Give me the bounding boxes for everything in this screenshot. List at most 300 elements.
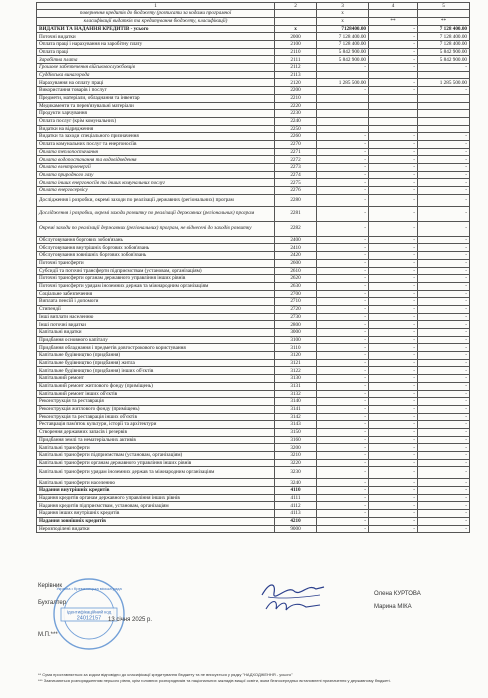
row-code: 2400 [275,236,317,244]
row-col4: - [369,187,418,195]
row-col5: - [418,267,470,275]
row-col4: - [369,64,418,72]
row-col5 [418,102,470,110]
row-plan: - [317,405,369,413]
row-col4: - [369,382,418,390]
row-col4: - [369,336,418,344]
table-row [37,71,470,79]
table-row [37,502,470,510]
table-row [37,275,470,283]
row-name: Створення державних запасів і резервів [37,428,275,436]
row-plan: - [317,467,369,479]
row-plan [317,102,369,110]
table-row [37,25,470,33]
row-col5: 7 128 400.00 [418,25,470,33]
row-code: 3100 [275,336,317,344]
row-name: Реконструкція та реставрація інших об'єктів [37,413,275,421]
row-col5: - [418,298,470,306]
row-name: Капітальні трансферти підприємствам (установам, організаціям) [37,452,275,460]
table-row [37,194,470,206]
row-name: Обслуговування зовнішніх боргових зобов'язань [37,252,275,260]
row-plan: - [317,164,369,172]
row-name: Інші виплати населенню [37,313,275,321]
row-col5: - [418,64,470,72]
head-name: Олена КУРТОВА [374,591,421,597]
row-col5: 5 842 900.00 [418,56,470,64]
row-plan: - [317,502,369,510]
row-col5 [418,94,470,102]
row-name: Грошове забезпечення військовослужбовців [37,64,275,72]
row-code: 3130 [275,375,317,383]
row-col4: - [369,252,418,260]
table-row [37,244,470,252]
row-col4: - [369,367,418,375]
row-col4: - [369,479,418,487]
signing-date: 13 січня 2025 р. [108,617,153,623]
row-code: 2110 [275,48,317,56]
header-col-4: 4 [369,3,418,10]
header-col-5: 5 [418,3,470,10]
row-plan: - [317,298,369,306]
table-row [37,375,470,383]
row-plan: - [317,290,369,298]
row-code: 2620 [275,275,317,283]
row-name: Капітальні трансферти [37,444,275,452]
row-plan: - [317,494,369,502]
row-code: 3131 [275,382,317,390]
row-code: 2280 [275,194,317,206]
row-col5: - [418,502,470,510]
table-row [37,382,470,390]
row-name: Соціальне забезпечення [37,290,275,298]
row-plan: - [317,252,369,260]
table-row [37,179,470,187]
row-plan: - [317,64,369,72]
row-code: 3120 [275,352,317,360]
row-col5: - [418,156,470,164]
table-row [37,125,470,133]
row-col4: - [369,487,418,495]
stamp-code: 24012157 [76,615,102,622]
row-plan: 7 128 400.00 [317,41,369,49]
row-plan: - [317,352,369,360]
row-plan: - [317,133,369,141]
row-code: 2720 [275,305,317,313]
row-name: Поточні трансферти органам державного управління інших рівнів [37,275,275,283]
row-code: 2275 [275,179,317,187]
row-name: Обслуговування боргових зобов'язань [37,236,275,244]
row-code: 2281 [275,206,317,221]
row-name: Нерозподілені видатки [37,525,275,533]
row-col5: - [418,487,470,495]
row-code: 2282 [275,221,317,236]
row-plan: - [317,517,369,525]
row-name: Субсидії та поточні трансферти підприємствам (установам, організаціям) [37,267,275,275]
table-row [37,221,470,236]
header-note-row-a [37,10,470,18]
table-row [37,79,470,87]
row-name: Видатки та заходи спеціального призначення [37,133,275,141]
row-col5: - [418,87,470,95]
row-col4: - [369,194,418,206]
row-plan: - [317,187,369,195]
row-plan: - [317,487,369,495]
row-name: Капітальні трансферти урядам іноземних держав та міжнародним організаціям [37,467,275,479]
table-row [37,56,470,64]
table-row [37,487,470,495]
row-plan: - [317,148,369,156]
row-plan: - [317,305,369,313]
row-code: 2710 [275,298,317,306]
row-code: 3140 [275,398,317,406]
row-col4: - [369,259,418,267]
row-col5: 1 285 500.00 [418,79,470,87]
row-col4 [369,94,418,102]
row-col4: - [369,359,418,367]
row-col4: - [369,305,418,313]
row-code: 3230 [275,467,317,479]
table-row [37,321,470,329]
table-row [37,494,470,502]
row-name: Капітальне будівництво (придбання) житла [37,359,275,367]
row-col5: - [418,467,470,479]
row-col4 [369,125,418,133]
head-label: Керівник [38,583,62,589]
row-code: 2730 [275,313,317,321]
row-col5: - [418,252,470,260]
row-col5: - [418,459,470,467]
row-col5: - [418,244,470,252]
header-col-1: 1 [37,3,275,10]
row-col5: - [418,405,470,413]
row-name: Дослідження і розробки, окремі заходи по реалізації державних (регіональних) програм [37,194,275,206]
table-row [37,452,470,460]
table-row [37,517,470,525]
row-code: 2700 [275,290,317,298]
row-code: 3160 [275,436,317,444]
row-plan: - [317,179,369,187]
row-name: Реконструкція та реставрація [37,398,275,406]
table-row [37,164,470,172]
row-name: Оплата водопостачання та водовідведення [37,156,275,164]
table-row [37,110,470,118]
row-code: 3121 [275,359,317,367]
row-plan: - [317,259,369,267]
row-code: 4113 [275,510,317,518]
row-col4 [369,110,418,118]
row-code: 3210 [275,452,317,460]
row-code: 2100 [275,41,317,49]
row-col4: - [369,164,418,172]
header-note-b: класифікації видатків та кредитування бюджету, класифікації) [37,17,275,25]
row-code: 4110 [275,487,317,495]
row-plan [317,94,369,102]
row-name: Інші поточні видатки [37,321,275,329]
row-col4: - [369,244,418,252]
row-code: 2276 [275,187,317,195]
row-col5 [418,110,470,118]
row-name: Придбання обладнання і предметів довгострокового користування [37,344,275,352]
row-plan: - [317,367,369,375]
row-plan: 1 285 500.00 [317,79,369,87]
row-plan: - [317,221,369,236]
row-col4 [369,102,418,110]
row-plan: - [317,525,369,533]
row-code: 9000 [275,525,317,533]
row-code: 2260 [275,133,317,141]
row-plan: - [317,156,369,164]
table-row [37,359,470,367]
row-col5: 7 128 400.00 [418,33,470,41]
row-code: 3200 [275,444,317,452]
row-name: Придбання основного капіталу [37,336,275,344]
row-code: 2113 [275,71,317,79]
row-plan: 7128400.00 [317,25,369,33]
header-note-a-c3: x [317,10,369,18]
row-name: Реставрація пам'яток культури, історії та архітектури [37,421,275,429]
table-row [37,33,470,41]
row-col4: - [369,321,418,329]
row-col5: - [418,171,470,179]
row-name: Придбання землі та нематеріальних активів [37,436,275,444]
row-code: 2250 [275,125,317,133]
row-plan: - [317,459,369,467]
row-plan: - [317,329,369,337]
row-plan: - [317,194,369,206]
row-plan: - [317,267,369,275]
row-col4: - [369,494,418,502]
row-plan: - [317,344,369,352]
row-name: Оплата природного газу [37,171,275,179]
row-code: 2210 [275,94,317,102]
row-col4: - [369,428,418,436]
row-plan: - [317,87,369,95]
row-plan: 5 842 900.00 [317,56,369,64]
row-col4: - [369,452,418,460]
row-plan: - [317,321,369,329]
row-plan: - [317,452,369,460]
row-col5: - [418,282,470,290]
table-row [37,336,470,344]
table-row [37,398,470,406]
row-name: Капітальний ремонт житлового фонду (приміщень) [37,382,275,390]
table-row [37,413,470,421]
row-col4: - [369,48,418,56]
row-col4: - [369,298,418,306]
row-col5: - [418,479,470,487]
row-code: 2600 [275,259,317,267]
row-code: 2630 [275,282,317,290]
row-plan: - [317,275,369,283]
table-row [37,87,470,95]
accountant-name: Марина МІКА [374,604,412,610]
table-row [37,102,470,110]
row-col4: - [369,436,418,444]
row-name: Оплата інших енергоносіїв та інших комунальних послуг [37,179,275,187]
accountant-label: Бухгалтер [38,600,67,606]
header-number-row [37,3,470,10]
table-row [37,510,470,518]
row-plan: - [317,398,369,406]
row-plan: - [317,428,369,436]
row-col5: - [418,367,470,375]
stamp-text: Україна • Кременецька міська рада [56,586,122,591]
row-plan: - [317,436,369,444]
row-col5: - [418,390,470,398]
official-stamp [52,577,126,651]
row-col4: - [369,156,418,164]
row-name: Надання зовнішніх кредитів [37,517,275,525]
table-row [37,428,470,436]
header-note-b-c5: ** [418,17,470,25]
row-col4: - [369,329,418,337]
row-col4: - [369,290,418,298]
table-row [37,525,470,533]
row-name: Поточні трансферти [37,259,275,267]
row-code: 2271 [275,148,317,156]
row-col5: - [418,436,470,444]
table-row [37,206,470,221]
row-col4: - [369,405,418,413]
header-note-b-c3: x [317,17,369,25]
row-col5: - [418,352,470,360]
row-col5 [418,117,470,125]
row-name: Оплата комунальних послуг та енергоносіїв [37,140,275,148]
row-code: 2120 [275,79,317,87]
table-row [37,94,470,102]
row-plan: - [317,206,369,221]
row-col4: - [369,25,418,33]
row-col5: - [418,421,470,429]
row-name: Капітальні трансферти органам державного управління інших рівнів [37,459,275,467]
row-col4: - [369,398,418,406]
header-col-3: 3 [317,3,369,10]
row-plan: - [317,336,369,344]
row-col4: - [369,267,418,275]
table-row [37,352,470,360]
row-code: 2240 [275,117,317,125]
row-col4: - [369,467,418,479]
table-row [37,290,470,298]
row-name: Капітальні трансферти населенню [37,479,275,487]
row-col4: - [369,444,418,452]
row-code: 3142 [275,413,317,421]
row-name: Надання кредитів підприємствам, установам, організаціям [37,502,275,510]
row-code: 2112 [275,64,317,72]
row-code: 3141 [275,405,317,413]
row-col4: - [369,459,418,467]
row-col4 [369,71,418,79]
row-col5: - [418,259,470,267]
row-code: 2610 [275,267,317,275]
row-col5: 5 842 900.00 [418,48,470,56]
row-plan: - [317,282,369,290]
row-code: 2420 [275,252,317,260]
row-col5: - [418,313,470,321]
row-code: 3150 [275,428,317,436]
table-row [37,436,470,444]
row-name: Оплата електроенергії [37,164,275,172]
row-col4: - [369,390,418,398]
table-row [37,390,470,398]
table-row [37,313,470,321]
table-row [37,329,470,337]
row-plan: - [317,510,369,518]
row-col5: - [418,382,470,390]
footnote-2: *** Зазначаються розпорядженням першого рівня, крім головних розпорядників та національних закладів вищої освіти, яким безпосередньо встановлені призначення у державному бюджеті. [38,678,391,683]
row-col5: - [418,164,470,172]
row-col4: - [369,344,418,352]
table-row [37,459,470,467]
header-col-2: 2 [275,3,317,10]
table-row [37,267,470,275]
stamp-place-label: М.П.*** [38,632,58,638]
row-code: 2200 [275,87,317,95]
row-col4: - [369,352,418,360]
row-plan [317,125,369,133]
row-col5: - [418,329,470,337]
row-col5: - [418,179,470,187]
row-col4: - [369,525,418,533]
row-name: Капітальне будівництво (придбання) інших об'єктів [37,367,275,375]
row-col5: - [418,413,470,421]
row-name: Капітальні видатки [37,329,275,337]
row-col5: - [418,140,470,148]
row-plan: - [317,421,369,429]
row-col4: - [369,510,418,518]
row-code: 2230 [275,110,317,118]
row-col5: - [418,344,470,352]
row-col4: - [369,206,418,221]
row-col4: - [369,56,418,64]
row-name: Поточні видатки [37,33,275,41]
row-plan: - [317,359,369,367]
row-code: 2274 [275,171,317,179]
row-col5: - [418,428,470,436]
row-col4: - [369,221,418,236]
row-col5: - [418,375,470,383]
row-name: Поточні трансферти урядам іноземних держав та міжнародним організаціям [37,282,275,290]
table-row [37,252,470,260]
row-col5: - [418,517,470,525]
row-code: 3220 [275,459,317,467]
row-plan: - [317,444,369,452]
row-code: 4111 [275,494,317,502]
row-plan: - [317,375,369,383]
row-name: Оплата послуг (крім комунальних) [37,117,275,125]
row-plan [317,110,369,118]
row-col5 [418,125,470,133]
row-col4: - [369,413,418,421]
row-name: Капітальне будівництво (придбання) [37,352,275,360]
table-row [37,344,470,352]
row-code: 2111 [275,56,317,64]
row-code: 3143 [275,421,317,429]
row-plan: - [317,244,369,252]
row-plan: - [317,479,369,487]
row-name: Оплата праці [37,48,275,56]
table-row [37,171,470,179]
row-name: Видатки на відрядження [37,125,275,133]
table-row [37,367,470,375]
row-code: 2000 [275,33,317,41]
row-col4: - [369,421,418,429]
row-col5: - [418,494,470,502]
row-col5: - [418,359,470,367]
row-col5: - [418,133,470,141]
row-name: Виплата пенсій і допомоги [37,298,275,306]
row-plan: - [317,390,369,398]
